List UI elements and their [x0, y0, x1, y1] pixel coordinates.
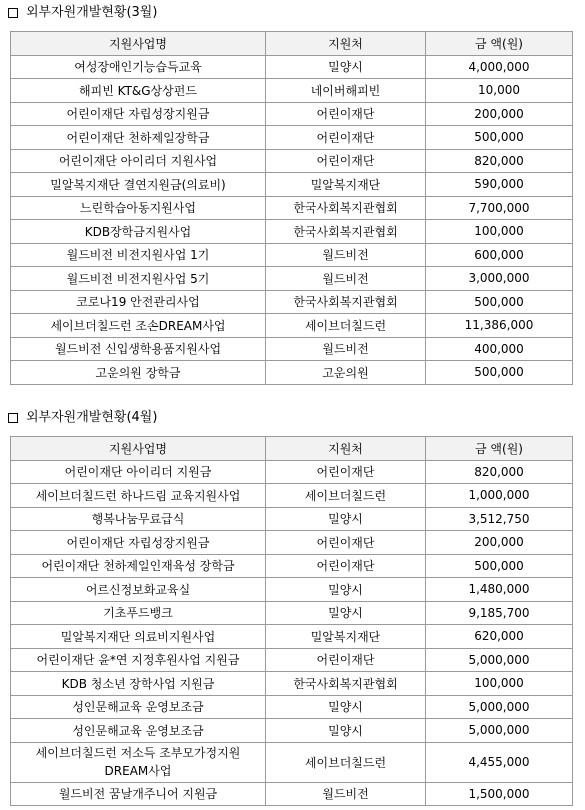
cell-sponsor: 어린이재단	[266, 554, 426, 578]
cell-sponsor: 어린이재단	[266, 531, 426, 555]
header-amount: 금 액(원)	[426, 437, 573, 461]
cell-amount: 620,000	[426, 625, 573, 649]
table-row	[11, 601, 573, 625]
cell-amount: 10,000	[426, 79, 573, 103]
header-sponsor: 지원처	[266, 437, 426, 461]
section-title-march	[8, 4, 157, 22]
cell-amount: 9,185,700	[426, 601, 573, 625]
table-row	[11, 314, 573, 338]
cell-sponsor: 밀알복지재단	[266, 173, 426, 197]
table-row	[11, 507, 573, 531]
cell-amount: 5,000,000	[426, 648, 573, 672]
cell-amount: 500,000	[426, 554, 573, 578]
header-program: 지원사업명	[11, 437, 266, 461]
cell-amount: 590,000	[426, 173, 573, 197]
table-row	[11, 290, 573, 314]
table-row	[11, 625, 573, 649]
table-body	[11, 460, 573, 806]
cell-sponsor: 월드비전	[266, 267, 426, 291]
cell-program: 어린이재단 아이리더 지원사업	[11, 149, 266, 173]
table-row	[11, 782, 573, 806]
cell-sponsor: 밀양시	[266, 601, 426, 625]
table-row	[11, 695, 573, 719]
cell-amount: 200,000	[426, 102, 573, 126]
cell-amount: 5,000,000	[426, 719, 573, 743]
cell-sponsor: 어린이재단	[266, 126, 426, 150]
cell-program: KDB 청소년 장학사업 지원금	[11, 672, 266, 696]
cell-program: 고운의원 장학금	[11, 361, 266, 385]
cell-program: 세이브더칠드런 하나드림 교육지원사업	[11, 484, 266, 508]
cell-program: 세이브더칠드런 조손DREAM사업	[11, 314, 266, 338]
cell-program: 어린이재단 천하제일인재육성 장학금	[11, 554, 266, 578]
cell-amount: 500,000	[426, 361, 573, 385]
table-row	[11, 126, 573, 150]
table-header-row	[11, 32, 573, 56]
section-title-text: 외부자원개발현황(3월)	[26, 5, 158, 20]
cell-sponsor: 고운의원	[266, 361, 426, 385]
table-row	[11, 554, 573, 578]
table-body	[11, 55, 573, 384]
cell-program: 여성장애인기능습득교육	[11, 55, 266, 79]
table-row	[11, 361, 573, 385]
table-row	[11, 719, 573, 743]
checkbox-square-icon	[8, 8, 18, 18]
cell-program: 월드비전 비전지원사업 5기	[11, 267, 266, 291]
cell-program: 월드비전 신입생학용품지원사업	[11, 337, 266, 361]
cell-sponsor: 월드비전	[266, 782, 426, 806]
cell-sponsor: 밀양시	[266, 507, 426, 531]
cell-program: 기초푸드뱅크	[11, 601, 266, 625]
cell-sponsor: 밀양시	[266, 55, 426, 79]
table-row	[11, 578, 573, 602]
table-row	[11, 55, 573, 79]
cell-program: 밀알복지재단 의료비지원사업	[11, 625, 266, 649]
cell-amount: 3,512,750	[426, 507, 573, 531]
cell-sponsor: 한국사회복지관협회	[266, 196, 426, 220]
cell-amount: 4,000,000	[426, 55, 573, 79]
section-title-text: 외부자원개발현황(4월)	[26, 410, 158, 425]
cell-sponsor: 월드비전	[266, 337, 426, 361]
table-row	[11, 742, 573, 782]
cell-amount: 100,000	[426, 672, 573, 696]
cell-sponsor: 한국사회복지관협회	[266, 672, 426, 696]
cell-program: 코로나19 안전관리사업	[11, 290, 266, 314]
cell-sponsor: 월드비전	[266, 243, 426, 267]
table-row	[11, 648, 573, 672]
cell-sponsor: 세이브더칠드런	[266, 314, 426, 338]
cell-sponsor: 밀양시	[266, 578, 426, 602]
table-row	[11, 672, 573, 696]
table-row	[11, 196, 573, 220]
table-row	[11, 243, 573, 267]
cell-amount: 400,000	[426, 337, 573, 361]
cell-amount: 1,480,000	[426, 578, 573, 602]
cell-amount: 1,500,000	[426, 782, 573, 806]
cell-program: 어르신정보화교육실	[11, 578, 266, 602]
cell-program: 느린학습아동지원사업	[11, 196, 266, 220]
table-row	[11, 220, 573, 244]
cell-program: 성인문해교육 운영보조금	[11, 695, 266, 719]
cell-amount: 500,000	[426, 290, 573, 314]
cell-sponsor: 어린이재단	[266, 648, 426, 672]
table-row	[11, 173, 573, 197]
cell-program: 어린이재단 천하제일장학금	[11, 126, 266, 150]
table-row	[11, 531, 573, 555]
cell-sponsor: 밀알복지재단	[266, 625, 426, 649]
cell-amount: 820,000	[426, 149, 573, 173]
cell-sponsor: 어린이재단	[266, 102, 426, 126]
table-row	[11, 79, 573, 103]
cell-program: 월드비전 비전지원사업 1기	[11, 243, 266, 267]
cell-amount: 4,455,000	[426, 742, 573, 782]
cell-program: 어린이재단 자립성장지원금	[11, 531, 266, 555]
cell-program: 세이브더칠드런 저소득 조부모가정지원 DREAM사업	[11, 742, 266, 782]
section-title-april	[8, 409, 157, 427]
cell-sponsor: 세이브더칠드런	[266, 484, 426, 508]
checkbox-square-icon	[8, 413, 18, 423]
cell-sponsor: 어린이재단	[266, 149, 426, 173]
cell-amount: 100,000	[426, 220, 573, 244]
cell-sponsor: 한국사회복지관협회	[266, 220, 426, 244]
header-sponsor: 지원처	[266, 32, 426, 56]
cell-sponsor: 어린이재단	[266, 460, 426, 484]
cell-sponsor: 한국사회복지관협회	[266, 290, 426, 314]
cell-amount: 500,000	[426, 126, 573, 150]
cell-program: KDB장학금지원사업	[11, 220, 266, 244]
table-row	[11, 149, 573, 173]
header-program: 지원사업명	[11, 32, 266, 56]
cell-program: 어린이재단 자립성장지원금	[11, 102, 266, 126]
cell-amount: 200,000	[426, 531, 573, 555]
header-amount: 금 액(원)	[426, 32, 573, 56]
cell-sponsor: 네이버해피빈	[266, 79, 426, 103]
cell-amount: 5,000,000	[426, 695, 573, 719]
cell-amount: 7,700,000	[426, 196, 573, 220]
table-row	[11, 484, 573, 508]
cell-amount: 600,000	[426, 243, 573, 267]
table-row	[11, 460, 573, 484]
cell-program: 어린이재단 윤*연 지정후원사업 지원금	[11, 648, 266, 672]
cell-program: 행복나눔무료급식	[11, 507, 266, 531]
table-row	[11, 337, 573, 361]
table-header-row	[11, 437, 573, 461]
cell-sponsor: 밀양시	[266, 719, 426, 743]
cell-program: 월드비전 꿈날개주니어 지원금	[11, 782, 266, 806]
table-row	[11, 102, 573, 126]
cell-program: 해피빈 KT&G상상펀드	[11, 79, 266, 103]
table-row	[11, 267, 573, 291]
cell-sponsor: 밀양시	[266, 695, 426, 719]
cell-amount: 11,386,000	[426, 314, 573, 338]
cell-amount: 1,000,000	[426, 484, 573, 508]
cell-program: 밀알복지재단 결연지원금(의료비)	[11, 173, 266, 197]
april-resource-table	[10, 436, 573, 806]
cell-amount: 820,000	[426, 460, 573, 484]
cell-amount: 3,000,000	[426, 267, 573, 291]
cell-program: 어린이재단 아이리더 지원금	[11, 460, 266, 484]
march-resource-table	[10, 31, 573, 385]
cell-program: 성인문해교육 운영보조금	[11, 719, 266, 743]
cell-sponsor: 세이브더칠드런	[266, 742, 426, 782]
